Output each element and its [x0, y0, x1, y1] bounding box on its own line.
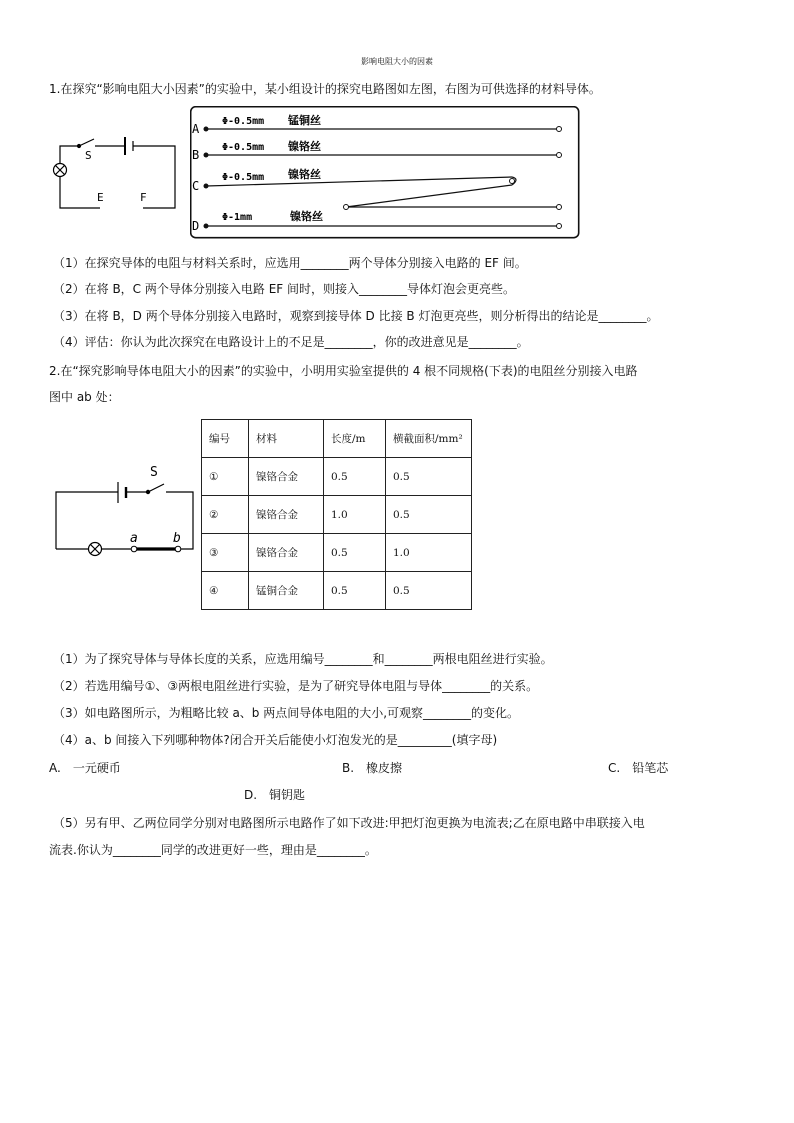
wire-b-letter: B — [192, 148, 200, 162]
q1-circuit-diagram — [48, 126, 180, 216]
wire-a-letter: A — [192, 122, 200, 136]
table-cell: 锰铜合金 — [249, 572, 324, 610]
q2-stem-line2: 图中 ab 处： — [49, 390, 120, 404]
q1-item-2: （2）在将 B，C 两个导体分别接入电路 EF 间时，则接入________导体灯泡会更亮些。 — [53, 282, 515, 296]
table-cell: ① — [202, 458, 249, 496]
option-a: A. 一元硬币 — [49, 761, 121, 775]
q2-item-5-line2: 流表.你认为________同学的改进更好一些，理由是________。 — [49, 843, 377, 857]
wire-d-letter: D — [192, 219, 200, 233]
table-cell: ③ — [202, 534, 249, 572]
table-header-cell: 长度/m — [324, 420, 386, 458]
q2-item-3: （3）如电路图所示，为粗略比较 a、b 两点间导体电阻的大小,可观察________的变化。 — [53, 706, 520, 720]
q2-item-1: （1）为了探究导体与导体长度的关系，应选用编号________和________两根电阻丝进行实验。 — [53, 652, 553, 666]
wire-c-material: 镍铬丝 — [288, 168, 321, 181]
table-row — [202, 534, 472, 572]
q2-a-label: a — [130, 531, 138, 546]
table-header-cell: 编号 — [202, 420, 249, 458]
table-cell: 0.5 — [386, 572, 472, 610]
q2-item-2: （2）若选用编号①、③两根电阻丝进行实验，是为了研究导体电阻与导体________的关系。 — [53, 679, 539, 693]
table-header-cell: 横截面积/mm² — [386, 420, 472, 458]
table-cell: 0.5 — [386, 496, 472, 534]
q1-item-1: （1）在探究导体的电阻与材料关系时，应选用________两个导体分别接入电路的 EF 间。 — [53, 256, 527, 270]
q2-circuit-diagram — [52, 460, 198, 568]
table-cell: 1.0 — [324, 496, 386, 534]
q2-item-5-line1: （5）另有甲、乙两位同学分别对电路图所示电路作了如下改进:甲把灯泡更换为电流表;乙在原电路中串联接入电 — [53, 816, 645, 830]
table-cell: 镍铬合金 — [249, 458, 324, 496]
table-header-row — [202, 420, 472, 458]
q1-wire-board — [190, 106, 582, 240]
table-cell: ④ — [202, 572, 249, 610]
q2-stem-line1: 2.在“探究影响导体电阻大小的因素”的实验中，小明用实验室提供的 4 根不同规格(下表)的电阻丝分别接入电路 — [49, 364, 638, 378]
wire-c-spec: Φ-0.5mm — [222, 172, 265, 183]
wire-d-spec: Φ-1mm — [222, 212, 253, 223]
option-c: C. 铅笔芯 — [608, 761, 669, 775]
table-cell: ② — [202, 496, 249, 534]
table-cell: 0.5 — [324, 572, 386, 610]
wire-b-material: 镍铬丝 — [288, 140, 321, 153]
wire-a-material: 锰铜丝 — [288, 114, 321, 127]
q1-e-label: E — [97, 191, 104, 204]
wire-d-material: 镍铬丝 — [290, 210, 323, 223]
table-header-cell: 材料 — [249, 420, 324, 458]
q2-b-label: b — [173, 531, 181, 546]
table-row — [202, 496, 472, 534]
page-title: 影响电阻大小的因素 — [361, 57, 433, 66]
resistance-wire-table — [201, 419, 472, 610]
q1-switch-label: S — [85, 149, 92, 162]
q1-stem: 1.在探究“影响电阻大小因素”的实验中，某小组设计的探究电路图如左图，右图为可供选择的材料导体。 — [49, 82, 601, 96]
option-b: B. 橡皮擦 — [342, 761, 403, 775]
option-d: D. 铜钥匙 — [244, 788, 306, 802]
table-cell: 镍铬合金 — [249, 534, 324, 572]
table-cell: 1.0 — [386, 534, 472, 572]
table-row — [202, 572, 472, 610]
table-cell: 0.5 — [386, 458, 472, 496]
table-cell: 镍铬合金 — [249, 496, 324, 534]
wire-a-spec: Φ-0.5mm — [222, 116, 265, 127]
table-row — [202, 458, 472, 496]
table-cell: 0.5 — [324, 458, 386, 496]
wire-b-spec: Φ-0.5mm — [222, 142, 265, 153]
q1-f-label: F — [140, 191, 147, 204]
q1-item-3: （3）在将 B，D 两个导体分别接入电路时，观察到接导体 D 比接 B 灯泡更亮些，则分析得出的结论是________。 — [53, 309, 659, 323]
table-cell: 0.5 — [324, 534, 386, 572]
q1-item-4: （4）评估：你认为此次探究在电路设计上的不足是________，你的改进意见是________。 — [53, 335, 529, 349]
wire-c-letter: C — [192, 179, 200, 193]
q2-switch-label: S — [150, 465, 158, 480]
q2-item-4: （4）a、b 间接入下列哪种物体?闭合开关后能使小灯泡发光的是_________(填字母) — [53, 733, 498, 747]
